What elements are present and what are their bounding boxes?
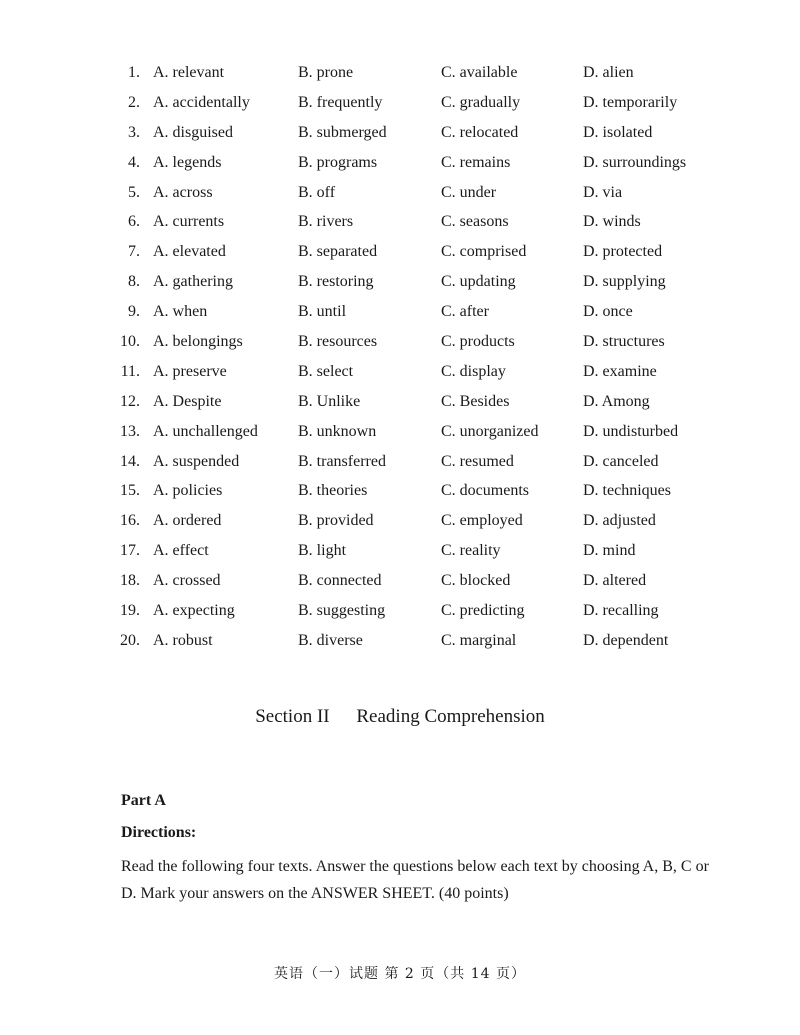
option-b: B. Unlike	[298, 392, 361, 410]
option-c: C. resumed	[441, 452, 514, 470]
option-b: B. unknown	[298, 422, 377, 440]
option-d: D. surroundings	[583, 153, 687, 171]
option-d: D. mind	[583, 542, 636, 560]
option-b: B. off	[298, 183, 336, 201]
option-b: B. provided	[298, 512, 374, 530]
question-number: 19.	[120, 602, 140, 620]
question-number: 11.	[120, 362, 140, 380]
question-number: 8.	[128, 273, 140, 291]
option-c: C. blocked	[441, 572, 511, 590]
part-label: Part A	[121, 792, 166, 809]
option-d: D. isolated	[583, 123, 653, 141]
option-c: C. gradually	[441, 93, 521, 111]
option-d: D. once	[583, 303, 633, 321]
option-b: B. restoring	[298, 273, 374, 291]
question-number: 17.	[120, 542, 140, 560]
option-d: D. protected	[583, 243, 663, 261]
option-d: D. Among	[583, 392, 650, 410]
question-number: 20.	[120, 631, 140, 649]
question-row	[0, 536, 800, 566]
option-b: B. select	[298, 362, 354, 380]
option-d: D. alien	[583, 64, 634, 81]
option-a: A. expecting	[153, 602, 235, 620]
option-b: B. diverse	[298, 631, 363, 649]
option-c: C. after	[441, 303, 489, 321]
question-row	[0, 297, 800, 327]
option-b: B. rivers	[298, 213, 354, 231]
option-c: C. marginal	[441, 631, 517, 649]
option-b: B. programs	[298, 153, 378, 171]
option-a: A. policies	[153, 482, 223, 500]
option-b: B. connected	[298, 572, 382, 590]
option-a: A. unchallenged	[153, 422, 258, 440]
option-b: B. suggesting	[298, 602, 386, 620]
question-row	[0, 476, 800, 506]
option-a: A. elevated	[153, 243, 226, 261]
question-number: 12.	[120, 392, 140, 410]
option-a: A. effect	[153, 542, 209, 560]
section-title: Reading Comprehension	[356, 706, 545, 727]
option-d: D. dependent	[583, 631, 669, 649]
option-c: C. unorganized	[441, 422, 539, 440]
question-number: 15.	[120, 482, 140, 500]
option-b: B. until	[298, 303, 347, 321]
option-a: A. suspended	[153, 452, 240, 470]
option-c: C. under	[441, 183, 497, 201]
question-row	[0, 596, 800, 626]
option-a: A. preserve	[153, 362, 227, 380]
option-b: B. prone	[298, 64, 354, 81]
option-c: C. Besides	[441, 392, 510, 410]
question-number: 14.	[120, 452, 140, 470]
question-row	[0, 626, 800, 656]
question-row	[0, 88, 800, 118]
question-number: 6.	[128, 213, 140, 231]
question-number: 9.	[128, 303, 140, 321]
option-a: A. legends	[153, 153, 222, 171]
question-row	[0, 566, 800, 596]
question-number: 4.	[128, 153, 140, 171]
option-a: A. disguised	[153, 123, 233, 141]
option-d: D. structures	[583, 333, 665, 351]
cloze-options-list	[0, 58, 800, 656]
option-d: D. canceled	[583, 452, 659, 470]
option-b: B. light	[298, 542, 347, 560]
option-c: C. products	[441, 333, 515, 351]
option-c: C. documents	[441, 482, 529, 500]
option-c: C. remains	[441, 153, 511, 171]
question-row	[0, 327, 800, 357]
option-d: D. supplying	[583, 273, 666, 291]
option-c: C. predicting	[441, 602, 525, 620]
question-row	[0, 387, 800, 417]
option-a: A. robust	[153, 631, 213, 649]
question-number: 13.	[120, 422, 140, 440]
page-footer: 英语（一）试题 第 2 页（共 14 页）	[274, 966, 526, 982]
option-c: C. comprised	[441, 243, 527, 261]
question-number: 10.	[120, 333, 140, 351]
option-d: D. examine	[583, 362, 657, 380]
question-row	[0, 207, 800, 237]
question-row	[0, 237, 800, 267]
directions-text: Read the following four texts. Answer the questions below each text by choosing A, B, C or D. Mark your answers on the ANSWER SHEET. (40 points)	[121, 858, 709, 902]
option-a: A. currents	[153, 213, 225, 231]
option-a: A. Despite	[153, 392, 222, 410]
option-b: B. separated	[298, 243, 378, 261]
question-row	[0, 148, 800, 178]
option-a: A. accidentally	[153, 93, 250, 111]
option-d: D. via	[583, 183, 623, 201]
question-row	[0, 357, 800, 387]
section-number: Section II	[255, 706, 330, 727]
option-c: C. relocated	[441, 123, 519, 141]
question-number: 7.	[128, 243, 140, 261]
question-row	[0, 267, 800, 297]
option-d: D. recalling	[583, 602, 659, 620]
option-c: C. display	[441, 362, 506, 380]
question-number: 18.	[120, 572, 140, 590]
option-b: B. theories	[298, 482, 368, 500]
question-row	[0, 506, 800, 536]
option-b: B. transferred	[298, 452, 386, 470]
question-number: 1.	[128, 64, 140, 81]
option-a: A. relevant	[153, 64, 225, 81]
question-row	[0, 58, 800, 88]
option-d: D. winds	[583, 213, 641, 231]
option-d: D. adjusted	[583, 512, 656, 530]
question-row	[0, 118, 800, 148]
directions-label: Directions:	[121, 824, 197, 841]
option-a: A. belongings	[153, 333, 243, 351]
option-c: C. available	[441, 64, 518, 81]
option-d: D. undisturbed	[583, 422, 679, 440]
option-d: D. altered	[583, 572, 647, 590]
question-number: 16.	[120, 512, 140, 530]
option-a: A. across	[153, 183, 213, 201]
option-b: B. submerged	[298, 123, 387, 141]
option-c: C. updating	[441, 273, 516, 291]
option-a: A. when	[153, 303, 208, 321]
option-b: B. resources	[298, 333, 378, 351]
question-row	[0, 447, 800, 477]
option-a: A. gathering	[153, 273, 233, 291]
option-c: C. reality	[441, 542, 501, 560]
option-b: B. frequently	[298, 93, 383, 111]
option-c: C. seasons	[441, 213, 509, 231]
option-d: D. techniques	[583, 482, 671, 500]
question-number: 2.	[128, 93, 140, 111]
question-number: 3.	[128, 123, 140, 141]
section-heading	[0, 706, 800, 728]
question-row	[0, 178, 800, 208]
option-d: D. temporarily	[583, 93, 678, 111]
option-a: A. ordered	[153, 512, 222, 530]
option-c: C. employed	[441, 512, 523, 530]
option-a: A. crossed	[153, 572, 221, 590]
question-row	[0, 417, 800, 447]
question-number: 5.	[128, 183, 140, 201]
